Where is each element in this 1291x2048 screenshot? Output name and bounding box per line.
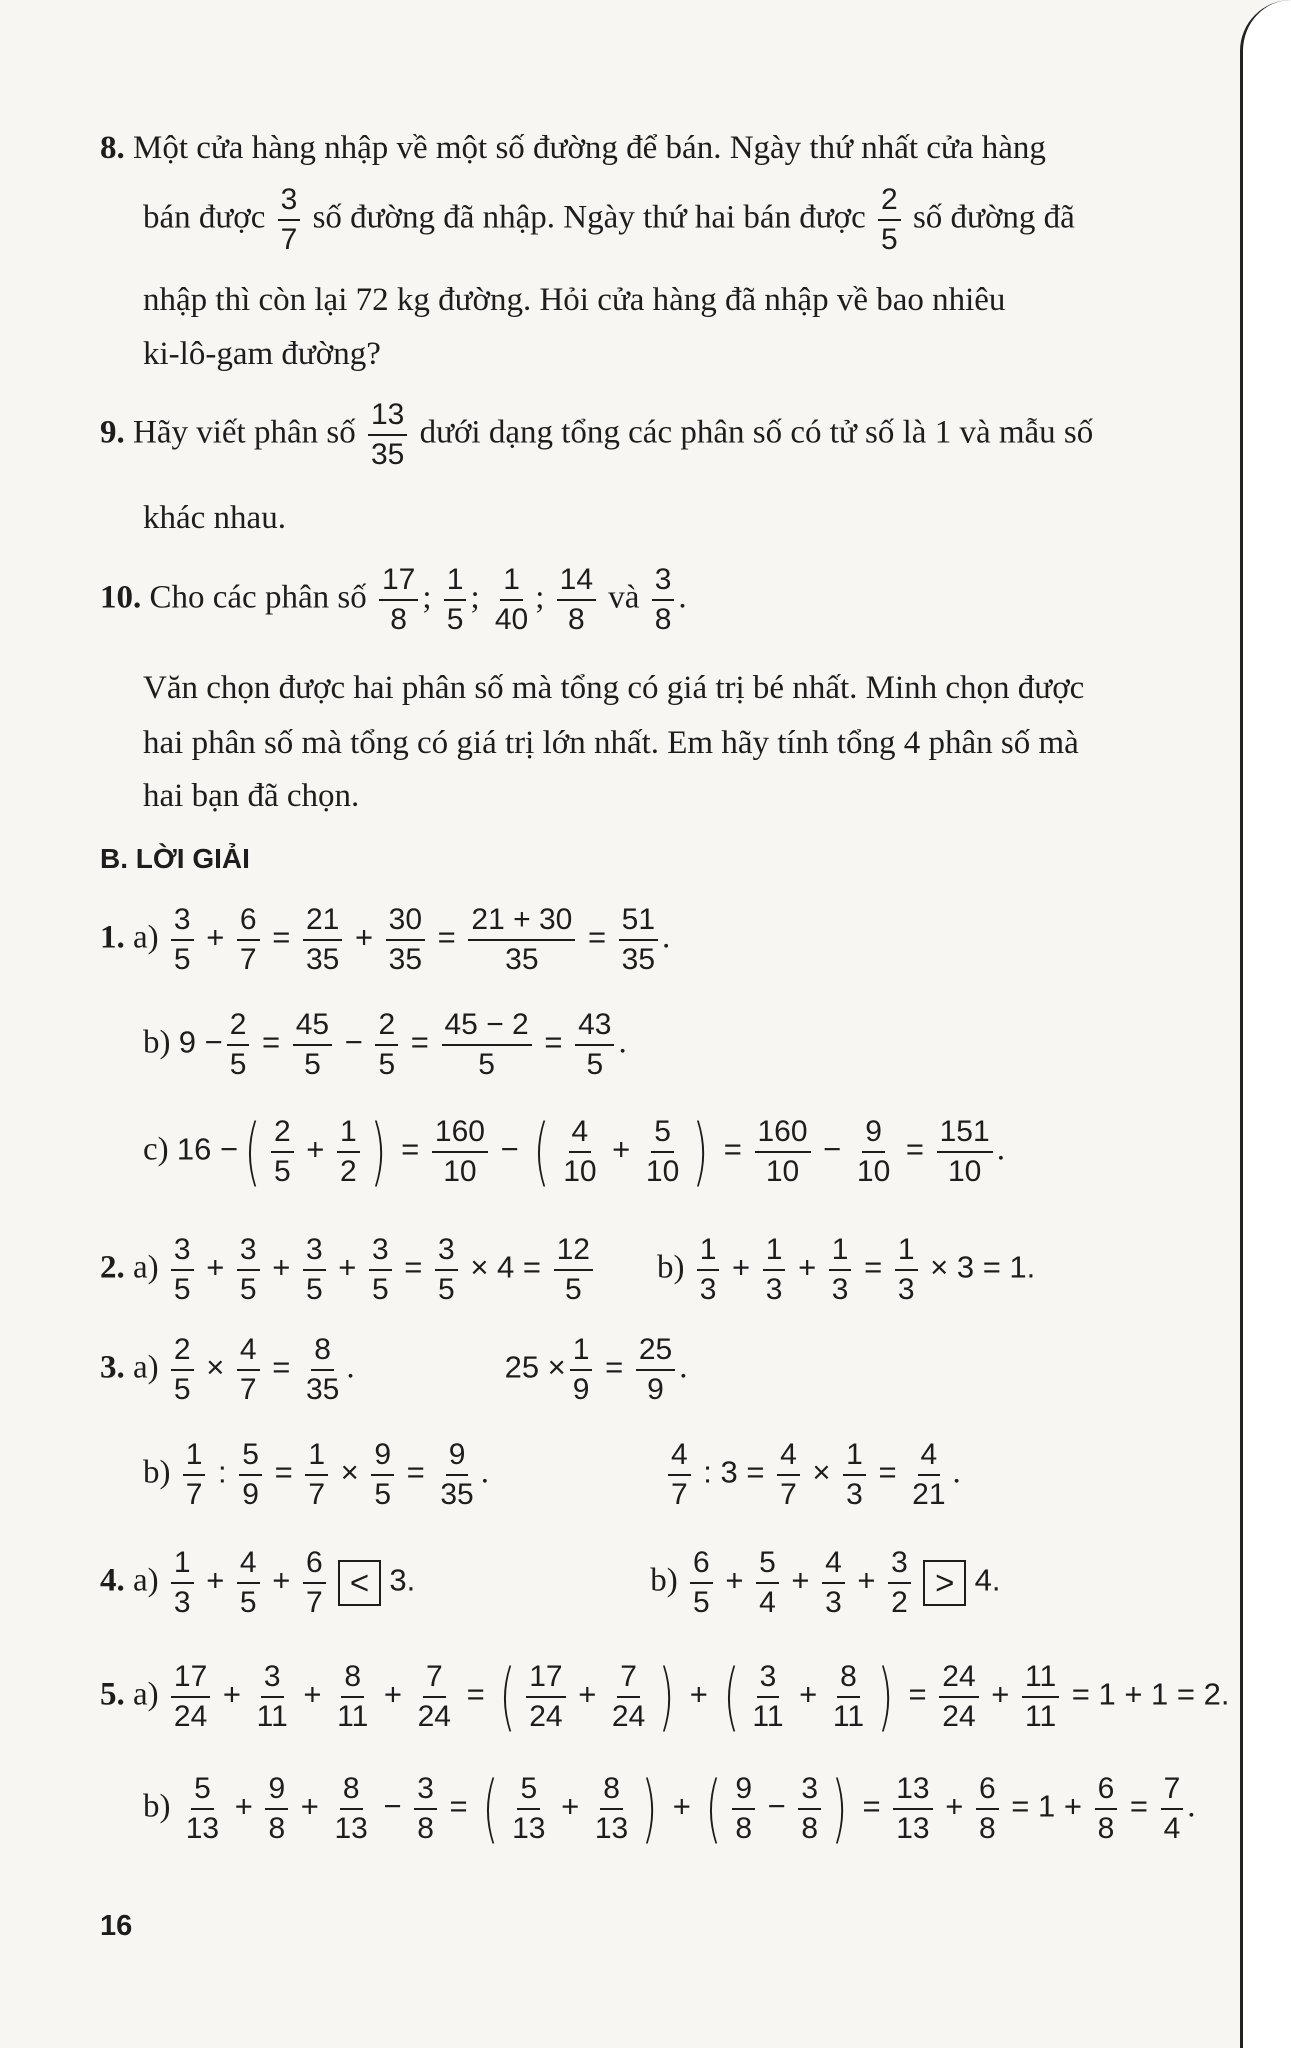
solution-4: 4. a) $\frac{1}{3}$ + $\frac{4}{5}$ + $\frac{6}{7}$ < 3. b) $\frac{6}{5}$ + $\frac{5}{4}$ + $\frac{4}{3}$ + $\frac{3}{2}$ > 4. [100, 1546, 1001, 1619]
page-number: 16 [100, 1910, 133, 1942]
text: số đường đã nhập. Ngày thứ hai bán được [312, 199, 866, 236]
fraction: $\frac{3}{11}$ [256, 1660, 288, 1733]
fraction: $\frac{5}{9}$ [239, 1440, 262, 1510]
operator: + [263, 1249, 299, 1285]
problem-8-line-1 [100, 130, 1046, 167]
solution-3a: 3. a) $\frac{2}{5}$ × $\frac{4}{7}$ = $\frac{8}{35}$ . 25 × $\frac{1}{9}$ = $\frac{25}{9}$ . [100, 1333, 688, 1406]
fraction: $\frac{45 - 2}{5}$ [442, 1010, 532, 1080]
fraction: $\frac{1}{5}$ [444, 565, 467, 635]
page-edge [1240, 0, 1291, 2048]
parenthesis: ( [533, 1109, 550, 1195]
operator: = [263, 919, 299, 955]
fraction: $\frac{8}{11}$ [337, 1660, 369, 1733]
operator: + [346, 919, 382, 955]
parenthesis: ) [692, 1109, 709, 1195]
fraction: $\frac{160}{10}$ [432, 1117, 488, 1187]
operator: = [715, 1131, 751, 1167]
text: Một cửa hàng nhập về một số đường để bán. Ngày thứ nhất cửa hàng [133, 130, 1046, 166]
text: bán được [143, 199, 266, 236]
fraction: $\frac{6}{8}$ [976, 1774, 999, 1844]
fraction: $\frac{6}{8}$ [1095, 1774, 1118, 1844]
fraction: $\frac{7}{24}$ [417, 1660, 451, 1733]
fraction: $\frac{17}{24}$ [171, 1662, 210, 1732]
text: số đường đã [912, 199, 1075, 236]
operator: + [375, 1676, 411, 1712]
section-title: B. LỜI GIẢI [100, 843, 250, 874]
fraction: $\frac{3}{5}$ [369, 1235, 392, 1305]
problem-9-line-1 [100, 400, 1093, 470]
fraction: $\frac{21}{35}$ [303, 905, 342, 975]
fraction: $\frac{3}{5}$ [303, 1235, 326, 1305]
operator: + [681, 1676, 717, 1712]
fraction: $\frac{51}{35}$ [619, 905, 658, 975]
text: 16 − [176, 1131, 239, 1167]
operator: + [569, 1676, 605, 1712]
fraction: $\frac{9}{5}$ [371, 1440, 394, 1510]
problem-number: 8. [100, 130, 125, 166]
operator: + [297, 1131, 333, 1167]
operator: + [716, 1562, 753, 1598]
parenthesis: ( [244, 1109, 261, 1195]
parenthesis: ( [723, 1654, 739, 1740]
fraction: $\frac{151}{10}$ [937, 1117, 993, 1187]
operator: = [395, 1249, 432, 1285]
fraction: $\frac{3}{5}$ [171, 905, 194, 975]
fraction: $\frac{5}{10}$ [645, 1115, 680, 1188]
operator: × 4 = [461, 1249, 550, 1285]
fraction: $\frac{1}{40}$ [494, 563, 529, 636]
problem-9-line-2: khác nhau. [143, 500, 286, 536]
fraction: $\frac{4}{7}$ [777, 1440, 800, 1510]
solution-3b: b) $\frac{1}{7}$ : $\frac{5}{9}$ = $\frac{1}{7}$ × $\frac{9}{5}$ = $\frac{9}{35}$ . $\frac{4}{7}$ : 3 = $\frac{4}{7}$ × $\frac{1}{3}$ = $\frac{4}{21}$ . [143, 1438, 961, 1511]
part-label: a) [133, 1249, 159, 1286]
fraction: $\frac{3}{5}$ [237, 1235, 260, 1305]
operator: + [226, 1788, 262, 1824]
text: Hãy viết phân số [133, 414, 356, 451]
fraction: $\frac{6}{5}$ [690, 1548, 713, 1618]
parenthesis: ( [705, 1766, 722, 1852]
operator: + [936, 1788, 972, 1824]
fraction: $\frac{2}{5}$ [271, 1117, 294, 1187]
operator: + [197, 919, 233, 955]
operator: = [457, 1676, 494, 1712]
fraction: $\frac{2}{5}$ [171, 1335, 194, 1405]
operator: = [853, 1788, 890, 1824]
part-label: c) [143, 1131, 169, 1168]
operator: − [374, 1788, 411, 1824]
operator: = [535, 1024, 572, 1060]
fraction: $\frac{1}{3}$ [763, 1235, 786, 1305]
comparison-box: > [923, 1560, 966, 1606]
fraction: $\frac{1}{3}$ [697, 1235, 720, 1305]
operator: = [869, 1454, 906, 1490]
parenthesis: ) [370, 1109, 387, 1195]
solution-number: 2. [100, 1249, 125, 1286]
operator: = [579, 919, 615, 955]
fraction: $\frac{160}{10}$ [755, 1117, 811, 1187]
operator: = [253, 1024, 289, 1060]
operator: = 1 + [1002, 1788, 1091, 1824]
fraction: $\frac{9}{35}$ [440, 1438, 474, 1511]
fraction: $\frac{4}{7}$ [237, 1335, 260, 1405]
fraction: $\frac{3}{5}$ [435, 1235, 458, 1305]
operator: × 3 = 1. [921, 1249, 1036, 1285]
operator: = 1 + 1 = 2. [1063, 1676, 1230, 1712]
part-label: a) [133, 919, 159, 956]
fraction: $\frac{1}{9}$ [570, 1335, 593, 1405]
operator: + [603, 1131, 639, 1167]
fraction: $\frac{5}{13}$ [512, 1772, 546, 1845]
fraction: $\frac{1}{7}$ [183, 1440, 206, 1510]
solution-5b: b) $\frac{5}{13}$ + $\frac{9}{8}$ + $\frac{8}{13}$ − $\frac{3}{8}$ = ( $\frac{5}{13}$ + $\frac{8}{13}$ ) + ( $\frac{9}{8}$ − $\frac{3}{8}$ ) = $\frac{13}{13}$ + $\frac{6}{8}$ = 1 + $\frac{6}{8}$ = $\frac{7}{4}$ . [143, 1766, 1196, 1852]
fraction: $\frac{8}{11}$ [832, 1660, 865, 1733]
fraction: $\frac{3}{8}$ [798, 1774, 821, 1844]
fraction: $\frac{45}{5}$ [293, 1010, 332, 1080]
operator: − [759, 1788, 795, 1824]
operator: + [664, 1788, 700, 1824]
problem-10-line-4: hai bạn đã chọn. [143, 778, 360, 814]
fraction: $\frac{4}{7}$ [668, 1440, 691, 1510]
operator: + [329, 1249, 365, 1285]
operator: = [402, 1024, 438, 1060]
fraction: $\frac{12}{5}$ [554, 1235, 593, 1305]
fraction: $\frac{17}{8}$ [379, 565, 418, 635]
operator: = [1121, 1788, 1157, 1824]
operator: = [440, 1788, 477, 1824]
fraction: $\frac{2}{5}$ [878, 185, 901, 255]
part-label: b) [143, 1024, 171, 1061]
fraction: $\frac{3}{7}$ [278, 185, 301, 255]
solution-1b: b) 9 − $\frac{2}{5}$ = $\frac{45}{5}$ − $\frac{2}{5}$ = $\frac{45 - 2}{5}$ = $\frac{43}{5}$ . [143, 1008, 627, 1081]
fraction: $\frac{9}{10}$ [856, 1115, 891, 1188]
operator: + [848, 1562, 885, 1598]
fraction: $\frac{3}{5}$ [171, 1235, 194, 1305]
operator: = [265, 1454, 302, 1490]
fraction: $\frac{8}{35}$ [305, 1333, 340, 1406]
solution-number: 4. [100, 1562, 125, 1599]
solution-1c: c) 16 −( $\frac{2}{5}$ + $\frac{1}{2}$ ) = $\frac{160}{10}$ − ( $\frac{4}{10}$ + $\frac{5}{10}$ ) = $\frac{160}{10}$ − $\frac{9}{10}$ = $\frac{151}{10}$ . [143, 1109, 1005, 1195]
problem-8-line-3: nhập thì còn lại 72 kg đường. Hỏi cửa hàng đã nhập về bao nhiêu [143, 282, 1006, 318]
text: dưới dạng tổng các phân số có tử số là 1 và mẫu số [419, 414, 1094, 451]
fraction: $\frac{13}{13}$ [893, 1774, 932, 1844]
fraction: $\frac{11}{11}$ [1022, 1662, 1059, 1732]
fraction: $\frac{14}{8}$ [557, 565, 596, 635]
text: Cho các phân số [149, 579, 367, 616]
operator: = [398, 1454, 434, 1490]
fraction: $\frac{1}{3}$ [843, 1440, 866, 1510]
operator: = [899, 1676, 936, 1712]
part-label: b) [650, 1562, 678, 1599]
operator: = [897, 1131, 933, 1167]
text: 9 − [178, 1024, 223, 1060]
operator: − [336, 1024, 372, 1060]
fraction: $\frac{7}{24}$ [611, 1660, 646, 1733]
operator: + [790, 1676, 826, 1712]
part-label: a) [133, 1562, 159, 1599]
fraction: $\frac{8}{13}$ [594, 1772, 629, 1845]
problem-8-line-2 [143, 185, 1075, 255]
part-label: a) [133, 1676, 159, 1713]
fraction: $\frac{1}{2}$ [337, 1117, 360, 1187]
operator: = [392, 1131, 428, 1167]
operator: + [292, 1788, 328, 1824]
solution-number: 5. [100, 1676, 125, 1713]
operator: + [263, 1562, 299, 1598]
fraction: $\frac{4}{3}$ [822, 1548, 845, 1618]
operator: × [803, 1454, 840, 1490]
operator: + [214, 1676, 250, 1712]
fraction: $\frac{3}{2}$ [888, 1548, 911, 1618]
operator: + [982, 1676, 1018, 1712]
problem-10-line-3: hai phân số mà tổng có giá trị lớn nhất. Em hãy tính tổng 4 phân số mà [143, 725, 1079, 761]
parenthesis: ( [499, 1654, 516, 1740]
solution-1a: 1. a) $\frac{3}{5}$ + $\frac{6}{7}$ = $\frac{21}{35}$ + $\frac{30}{35}$ = $\frac{21 + 30}{35}$ = $\frac{51}{35}$ . [100, 903, 671, 976]
fraction: $\frac{3}{8}$ [414, 1774, 437, 1844]
parenthesis: ) [877, 1654, 894, 1740]
fraction: $\frac{1}{7}$ [305, 1440, 328, 1510]
problem-10-line-1: 10. Cho các phân số $\frac{17}{8}$ ; $\frac{1}{5}$ ; $\frac{1}{40}$ ; $\frac{14}{8}$ và $\frac{3}{8}$ . [100, 563, 687, 636]
part-label: b) [656, 1249, 685, 1286]
fraction: $\frac{3}{8}$ [652, 565, 675, 635]
fraction: $\frac{4}{21}$ [912, 1438, 946, 1511]
part-label: b) [143, 1788, 171, 1825]
operator: × [332, 1454, 368, 1490]
fraction: $\frac{9}{8}$ [265, 1774, 288, 1844]
solution-number: 3. [100, 1349, 125, 1386]
part-label: b) [143, 1454, 171, 1491]
fraction: $\frac{5}{13}$ [185, 1772, 220, 1845]
parenthesis: ) [641, 1766, 658, 1852]
operator: : 3 = [694, 1454, 774, 1490]
fraction: $\frac{5}{4}$ [756, 1548, 779, 1618]
operator: + [197, 1562, 233, 1598]
parenthesis: ) [831, 1766, 848, 1852]
fraction: $\frac{1}{3}$ [171, 1548, 194, 1618]
fraction: $\frac{13}{35}$ [368, 400, 407, 470]
problem-number: 10. [100, 579, 142, 616]
fraction: $\frac{4}{10}$ [563, 1115, 597, 1188]
fraction: $\frac{1}{3}$ [895, 1235, 918, 1305]
operator: − [814, 1131, 850, 1167]
operator: + [197, 1249, 233, 1285]
fraction: $\frac{1}{3}$ [829, 1235, 852, 1305]
fraction: $\frac{25}{9}$ [636, 1335, 675, 1405]
operator: × [197, 1349, 233, 1385]
operator: : [209, 1454, 236, 1490]
fraction: $\frac{6}{7}$ [237, 905, 260, 975]
fraction: $\frac{2}{5}$ [227, 1010, 250, 1080]
solution-5a [100, 1654, 1230, 1740]
operator: + [294, 1676, 331, 1712]
fraction: $\frac{7}{4}$ [1161, 1774, 1184, 1844]
problem-8-line-4: ki-lô-gam đường? [143, 336, 381, 372]
operator: + [789, 1249, 825, 1285]
fraction: $\frac{6}{7}$ [303, 1548, 326, 1618]
fraction: $\frac{9}{8}$ [732, 1774, 755, 1844]
fraction: $\frac{3}{11}$ [752, 1660, 784, 1733]
fraction: $\frac{4}{5}$ [237, 1548, 260, 1618]
operator: − [491, 1131, 528, 1167]
operator: + [723, 1249, 759, 1285]
operator: = [263, 1349, 299, 1385]
solution-number: 1. [100, 919, 125, 956]
operator: = [855, 1249, 891, 1285]
operator: = [429, 919, 465, 955]
parenthesis: ) [658, 1654, 675, 1740]
problem-number: 9. [100, 414, 125, 451]
part-label: a) [133, 1349, 159, 1386]
solution-2 [100, 1235, 1035, 1305]
fraction: $\frac{8}{13}$ [334, 1772, 368, 1845]
operator: = [596, 1349, 632, 1385]
fraction: $\frac{24}{24}$ [939, 1662, 978, 1732]
fraction: $\frac{21 + 30}{35}$ [468, 905, 575, 975]
problem-10-line-2: Văn chọn được hai phân số mà tổng có giá trị bé nhất. Minh chọn được [143, 670, 1085, 706]
comparison-box: < [338, 1560, 381, 1606]
operator: + [782, 1562, 819, 1598]
fraction: $\frac{30}{35}$ [386, 905, 425, 975]
fraction: $\frac{17}{24}$ [526, 1662, 565, 1732]
operator: + [552, 1788, 588, 1824]
fraction: $\frac{2}{5}$ [375, 1010, 398, 1080]
fraction: $\frac{43}{5}$ [575, 1010, 614, 1080]
parenthesis: ( [482, 1766, 499, 1852]
